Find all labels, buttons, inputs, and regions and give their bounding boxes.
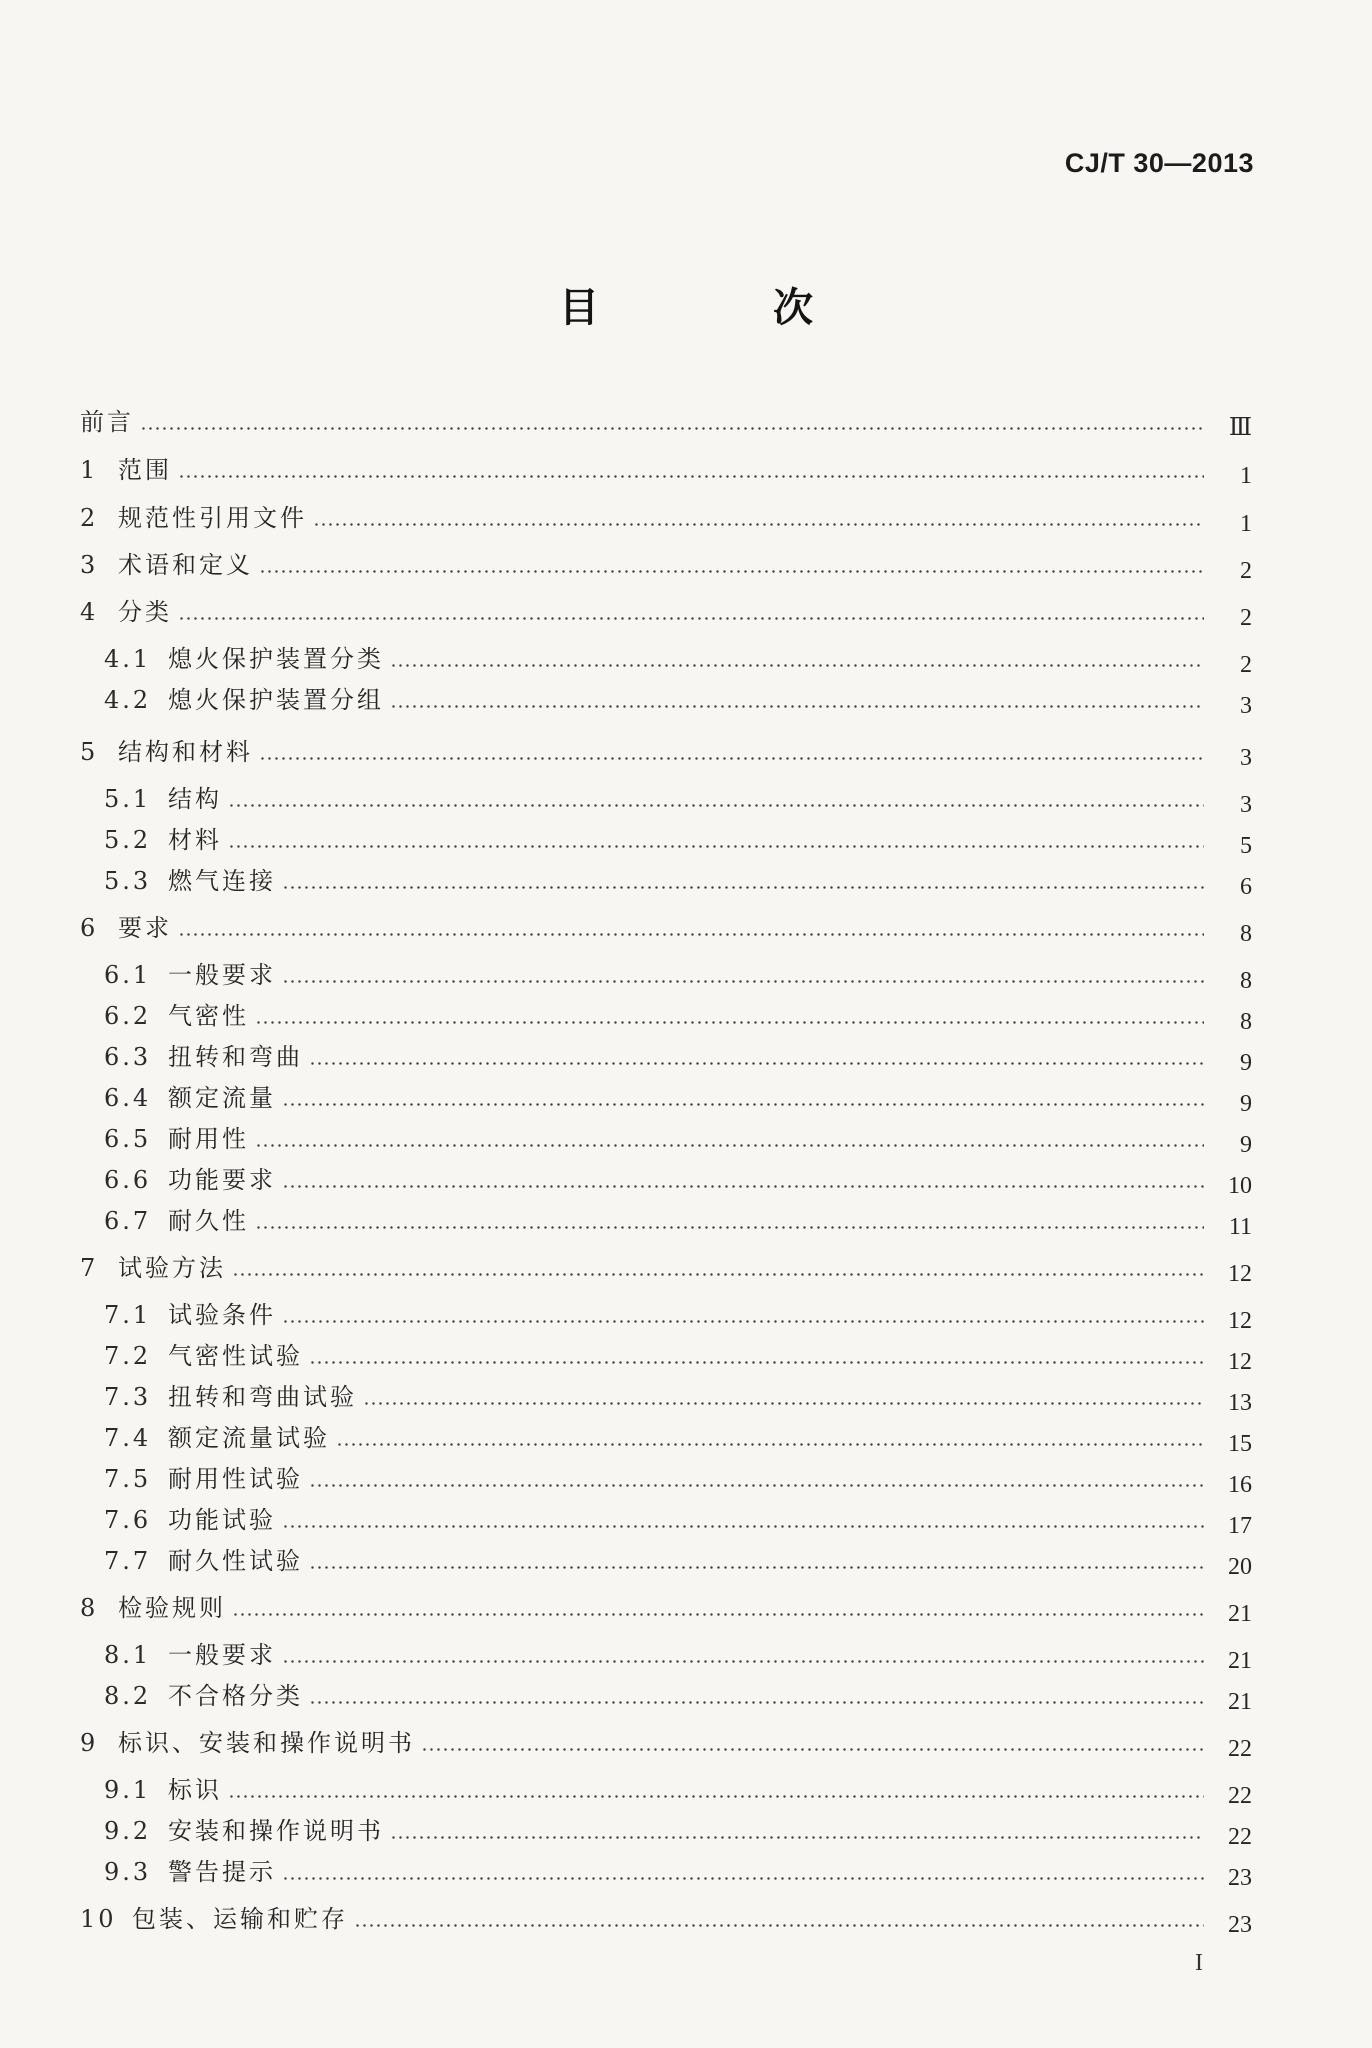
- toc-entry-title: 标识、安装和操作说明书: [118, 1729, 415, 1757]
- page-title: 目 次: [559, 285, 893, 331]
- toc-entry-number: 7.4: [104, 1424, 152, 1452]
- toc-entry-title: 包装、运输和贮存: [132, 1905, 348, 1933]
- toc-leader-dots: [255, 1226, 1204, 1229]
- toc-entry[interactable]: [104, 1163, 1252, 1197]
- toc-entry-title: 要求: [118, 914, 172, 942]
- toc-entry[interactable]: [80, 548, 1252, 582]
- toc-leader-dots: [282, 1320, 1204, 1323]
- toc-entry-number: 5: [80, 738, 99, 766]
- toc-entry-title: 材料: [168, 826, 222, 854]
- toc-entry-page: 22: [1228, 1736, 1252, 1762]
- toc-entry-title: 扭转和弯曲试验: [168, 1383, 357, 1411]
- toc-leader-dots: [282, 1103, 1204, 1106]
- toc-entry[interactable]: [80, 735, 1252, 769]
- toc-leader-dots: [354, 1924, 1204, 1927]
- toc-entry-page: 15: [1228, 1431, 1252, 1457]
- document-code: CJ/T 30—2013: [1064, 148, 1254, 178]
- toc-leader-dots: [178, 933, 1204, 936]
- toc-entry[interactable]: [104, 1040, 1252, 1074]
- toc-entry[interactable]: [80, 1902, 1252, 1936]
- toc-entry-number: 6.4: [104, 1084, 152, 1112]
- toc-entry-number: 6.2: [104, 1002, 152, 1030]
- toc-entry-page: 23: [1228, 1865, 1252, 1891]
- toc-leader-dots: [228, 804, 1204, 807]
- toc-entry-title: 前言: [80, 408, 134, 436]
- toc-leader-dots: [309, 1062, 1204, 1065]
- toc-entry-number: 7.1: [104, 1301, 152, 1329]
- toc-entry-number: 7: [80, 1254, 99, 1282]
- toc-entry-title: 一般要求: [168, 1641, 276, 1669]
- toc-entry-page: 8: [1240, 921, 1252, 947]
- toc-entry-page: 5: [1240, 833, 1252, 859]
- toc-entry-title: 熄火保护装置分组: [168, 686, 384, 714]
- toc-entry-page: 20: [1228, 1554, 1252, 1580]
- toc-entry[interactable]: [104, 1814, 1252, 1848]
- toc-entry[interactable]: [104, 1503, 1252, 1537]
- toc-entry-number: 6: [80, 914, 99, 942]
- toc-leader-dots: [259, 757, 1204, 760]
- toc-entry-page: 9: [1240, 1050, 1252, 1076]
- toc-leader-dots: [309, 1701, 1204, 1704]
- toc-entry-number: 9.3: [104, 1858, 152, 1886]
- toc-entry[interactable]: [104, 782, 1252, 816]
- toc-entry-number: 7.5: [104, 1465, 152, 1493]
- toc-entry-number: 7.6: [104, 1506, 152, 1534]
- toc-entry-number: 5.2: [104, 826, 152, 854]
- toc-entry-title: 结构: [168, 785, 222, 813]
- toc-leader-dots: [282, 1660, 1204, 1663]
- toc-entry-title: 耐久性试验: [168, 1547, 303, 1575]
- toc-entry[interactable]: [104, 999, 1252, 1033]
- toc-leader-dots: [178, 475, 1204, 478]
- toc-entry[interactable]: [104, 1773, 1252, 1807]
- toc-entry-page: 3: [1240, 792, 1252, 818]
- toc-entry[interactable]: [104, 1081, 1252, 1115]
- toc-entry-number: 8: [80, 1594, 99, 1622]
- toc-leader-dots: [140, 427, 1204, 430]
- toc-entry-title: 检验规则: [118, 1594, 226, 1622]
- toc-entry[interactable]: [80, 1591, 1252, 1625]
- toc-entry-title: 分类: [118, 598, 172, 626]
- toc-leader-dots: [282, 1185, 1204, 1188]
- toc-entry-page: 16: [1228, 1472, 1252, 1498]
- toc-entry-number: 7.2: [104, 1342, 152, 1370]
- toc-entry-title: 耐用性试验: [168, 1465, 303, 1493]
- toc-entry-title: 额定流量: [168, 1084, 276, 1112]
- toc-entry-page: 12: [1228, 1261, 1252, 1287]
- toc-entry-title: 功能要求: [168, 1166, 276, 1194]
- toc-entry-number: 6.6: [104, 1166, 152, 1194]
- toc-leader-dots: [255, 1144, 1204, 1147]
- toc-leader-dots: [313, 523, 1204, 526]
- toc-entry-page: 10: [1228, 1173, 1252, 1199]
- toc-leader-dots: [232, 1273, 1204, 1276]
- page-number: I: [1195, 1950, 1203, 1976]
- toc-entry-number: 4.1: [104, 645, 152, 673]
- toc-entry-number: 1: [80, 456, 99, 484]
- toc-entry-title: 额定流量试验: [168, 1424, 330, 1452]
- toc-entry-number: 3: [80, 551, 99, 579]
- toc-entry-page: 21: [1228, 1648, 1252, 1674]
- toc-entry[interactable]: [80, 911, 1252, 945]
- toc-entry-number: 5.3: [104, 867, 152, 895]
- toc-entry[interactable]: [104, 1855, 1252, 1889]
- toc-entry[interactable]: [104, 823, 1252, 857]
- toc-entry-page: 1: [1240, 511, 1252, 537]
- toc-entry-title: 一般要求: [168, 961, 276, 989]
- toc-entry-page: 3: [1240, 745, 1252, 771]
- toc-entry-title: 扭转和弯曲: [168, 1043, 303, 1071]
- toc-entry[interactable]: [80, 501, 1252, 535]
- toc-leader-dots: [390, 664, 1204, 667]
- toc-entry-title: 耐用性: [168, 1125, 249, 1153]
- toc-entry[interactable]: [104, 1204, 1252, 1238]
- toc-entry-title: 结构和材料: [118, 738, 253, 766]
- toc-entry-title: 耐久性: [168, 1207, 249, 1235]
- toc-entry-page: 22: [1228, 1783, 1252, 1809]
- toc-leader-dots: [232, 1613, 1204, 1616]
- toc-entry[interactable]: [80, 405, 1252, 439]
- toc-entry[interactable]: [104, 683, 1252, 717]
- toc-entry-title: 气密性: [168, 1002, 249, 1030]
- toc-leader-dots: [178, 617, 1204, 620]
- toc-entry-page: 12: [1228, 1349, 1252, 1375]
- toc-entry-page: 6: [1240, 874, 1252, 900]
- toc-leader-dots: [309, 1566, 1204, 1569]
- toc-entry-title: 标识: [168, 1776, 222, 1804]
- toc-entry-page: 13: [1228, 1390, 1252, 1416]
- toc-entry-title: 气密性试验: [168, 1342, 303, 1370]
- toc-entry-number: 6.7: [104, 1207, 152, 1235]
- toc-leader-dots: [336, 1443, 1204, 1446]
- toc-entry-page: Ⅲ: [1228, 415, 1252, 441]
- toc-entry[interactable]: [104, 958, 1252, 992]
- toc-leader-dots: [309, 1484, 1204, 1487]
- toc-entry[interactable]: [80, 453, 1252, 487]
- toc-entry-number: 6.3: [104, 1043, 152, 1071]
- toc-leader-dots: [282, 980, 1204, 983]
- toc-leader-dots: [363, 1402, 1204, 1405]
- toc-entry-number: 4.2: [104, 686, 152, 714]
- toc-entry-number: 9: [80, 1729, 99, 1757]
- toc-leader-dots: [282, 1525, 1204, 1528]
- toc-entry-number: 8.1: [104, 1641, 152, 1669]
- toc-entry-title: 功能试验: [168, 1506, 276, 1534]
- toc-entry-page: 3: [1240, 693, 1252, 719]
- toc-entry[interactable]: [104, 642, 1252, 676]
- toc-entry[interactable]: [104, 1122, 1252, 1156]
- toc-entry-title: 规范性引用文件: [118, 504, 307, 532]
- toc-leader-dots: [421, 1748, 1204, 1751]
- toc-entry-page: 2: [1240, 558, 1252, 584]
- toc-entry-page: 11: [1228, 1214, 1252, 1240]
- toc-entry-number: 6.1: [104, 961, 152, 989]
- toc-entry[interactable]: [104, 1339, 1252, 1373]
- toc-entry[interactable]: [104, 864, 1252, 898]
- toc-entry-page: 12: [1228, 1308, 1252, 1334]
- toc-entry[interactable]: [80, 595, 1252, 629]
- toc-leader-dots: [390, 705, 1204, 708]
- toc-leader-dots: [282, 886, 1204, 889]
- toc-entry[interactable]: [104, 1679, 1252, 1713]
- toc-entry-title: 安装和操作说明书: [168, 1817, 384, 1845]
- toc-entry[interactable]: [104, 1380, 1252, 1414]
- toc-entry-page: 8: [1240, 968, 1252, 994]
- toc-entry-page: 22: [1228, 1824, 1252, 1850]
- toc-entry-title: 警告提示: [168, 1858, 276, 1886]
- toc-leader-dots: [255, 1021, 1204, 1024]
- toc-leader-dots: [228, 1795, 1204, 1798]
- toc-entry[interactable]: [104, 1421, 1252, 1455]
- toc-entry[interactable]: [80, 1726, 1252, 1760]
- toc-entry-number: 5.1: [104, 785, 152, 813]
- toc-entry-page: 21: [1228, 1601, 1252, 1627]
- toc-entry-page: 17: [1228, 1513, 1252, 1539]
- toc-entry-number: 9.1: [104, 1776, 152, 1804]
- toc-entry-title: 熄火保护装置分类: [168, 645, 384, 673]
- toc-leader-dots: [390, 1836, 1204, 1839]
- toc-leader-dots: [309, 1361, 1204, 1364]
- toc-leader-dots: [282, 1877, 1204, 1880]
- toc-entry-page: 23: [1228, 1912, 1252, 1938]
- toc-entry-title: 试验方法: [118, 1254, 226, 1282]
- toc-entry-number: 8.2: [104, 1682, 152, 1710]
- toc-entry-page: 8: [1240, 1009, 1252, 1035]
- toc-entry-number: 10: [80, 1905, 117, 1933]
- toc-entry-page: 2: [1240, 605, 1252, 631]
- toc-entry-page: 9: [1240, 1091, 1252, 1117]
- toc-entry[interactable]: [104, 1298, 1252, 1332]
- toc-entry-number: 2: [80, 504, 99, 532]
- toc-entry-page: 2: [1240, 652, 1252, 678]
- toc-entry-title: 不合格分类: [168, 1682, 303, 1710]
- toc-entry-title: 燃气连接: [168, 867, 276, 895]
- toc-entry[interactable]: [80, 1251, 1252, 1285]
- toc-leader-dots: [259, 570, 1204, 573]
- toc-entry[interactable]: [104, 1638, 1252, 1672]
- toc-leader-dots: [228, 845, 1204, 848]
- toc-entry-number: 4: [80, 598, 99, 626]
- toc-entry[interactable]: [104, 1462, 1252, 1496]
- toc-entry-title: 试验条件: [168, 1301, 276, 1329]
- toc-entry-page: 9: [1240, 1132, 1252, 1158]
- toc-entry-page: 21: [1228, 1689, 1252, 1715]
- toc-entry-page: 1: [1240, 463, 1252, 489]
- toc-entry-title: 术语和定义: [118, 551, 253, 579]
- toc-entry-number: 7.3: [104, 1383, 152, 1411]
- toc-entry-number: 7.7: [104, 1547, 152, 1575]
- toc-entry-number: 6.5: [104, 1125, 152, 1153]
- toc-entry-number: 9.2: [104, 1817, 152, 1845]
- toc-entry-title: 范围: [118, 456, 172, 484]
- toc-entry[interactable]: [104, 1544, 1252, 1578]
